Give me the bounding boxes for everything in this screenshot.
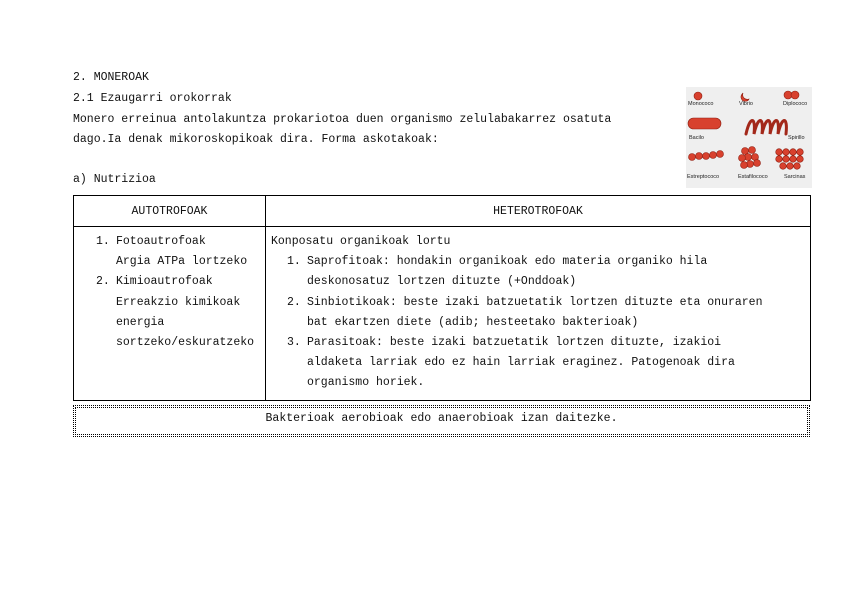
caption-estafilococo: Estafilococo <box>738 174 768 180</box>
caption-diplococo: Diplococo <box>783 101 808 107</box>
monococo-shape <box>694 92 702 100</box>
item-line: Saprofitoak: hondakin organikoak edo materia organiko hila <box>307 255 708 269</box>
list-item <box>271 293 810 333</box>
autotrofoak-cell <box>74 227 266 401</box>
caption-vibrio: Vibrio <box>739 101 753 107</box>
item-line: Fotoautrofoak <box>116 235 206 248</box>
caption-bacilo: Bacilo <box>689 135 704 141</box>
list-item <box>271 333 810 394</box>
item-line: bat ekartzen diete (adib; hesteetako bakterioak) <box>307 315 639 329</box>
item-line: Sinbiotikoak: beste izaki batzuetatik lortzen dituzte eta onuraren <box>307 295 763 309</box>
section-heading: 2. MONEROAK <box>73 71 149 84</box>
heterotrofoak-intro: Konposatu organikoak lortu <box>271 235 451 248</box>
caption-monococo: Monococo <box>688 101 714 107</box>
vibrio-shape <box>741 93 749 101</box>
item-number: 2. <box>96 275 110 289</box>
table-body-row <box>74 227 811 401</box>
diplococo-shape-b <box>791 91 799 99</box>
nutrition-table <box>73 195 811 401</box>
spirillo-shape <box>746 121 786 135</box>
heterotrofoak-cell <box>266 227 811 401</box>
list-item <box>74 232 265 272</box>
header-autotrofoak: AUTOTROFOAK <box>74 196 266 227</box>
item-line: Kimioautrofoak <box>116 275 213 289</box>
caption-sarcinas: Sarcinas <box>784 174 806 180</box>
nutrition-heading: a) Nutrizioa <box>73 173 156 186</box>
item-number: 2. <box>287 295 301 309</box>
item-line: energia <box>116 315 165 329</box>
item-line: aldaketa larriak edo ez hain larriak eraginez. Patogenoak dira <box>307 356 735 370</box>
item-line: Erreakzio kimikoak <box>116 295 241 309</box>
caption-estreptococo: Estreptococo <box>687 174 720 180</box>
item-line: deskonosatuz lortzen dituzte (+Onddoak) <box>307 275 577 289</box>
list-item <box>74 272 265 353</box>
subsection-heading: 2.1 Ezaugarri orokorrak <box>73 92 232 105</box>
item-number: 3. <box>287 336 301 350</box>
table-header-row <box>74 196 811 227</box>
paragraph-line-1: Monero erreinua antolakuntza prokariotoa duen organismo zelulabakarrez osatuta <box>73 113 612 126</box>
item-line: organismo horiek. <box>307 376 425 390</box>
note-box: Bakterioak aerobioak edo anaerobioak izan daitezke. <box>73 405 810 437</box>
bacteria-shapes-figure <box>686 87 812 188</box>
item-number: 1. <box>96 235 110 248</box>
item-number: 1. <box>287 255 301 269</box>
list-item <box>271 252 810 292</box>
item-line: sortzeko/eskuratzeko <box>116 336 255 350</box>
header-heterotrofoak: HETEROTROFOAK <box>266 196 811 227</box>
bacilo-shape <box>688 118 721 129</box>
item-line: Argia ATPa lortzeko <box>116 255 248 269</box>
paragraph-line-2: dago.Ia denak mikoroskopikoak dira. Forma askotakoak: <box>73 133 439 146</box>
item-line: Parasitoak: beste izaki batzuetatik lortzen dituzte, izakioi <box>307 336 722 350</box>
caption-spirillo: Spirillo <box>788 135 805 141</box>
